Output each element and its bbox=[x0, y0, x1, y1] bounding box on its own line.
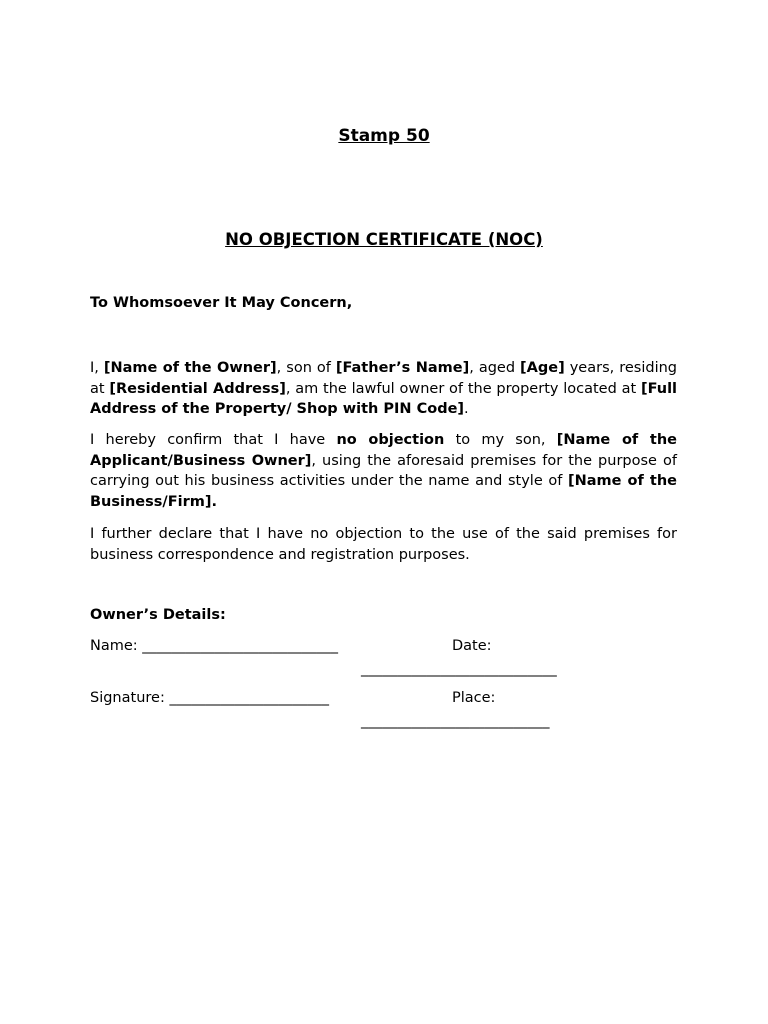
text-segment: to my son, bbox=[444, 432, 557, 448]
age-placeholder: [Age] bbox=[520, 360, 565, 376]
property-address-placeholder: [Full Address of the Property/ Shop with PIN Code] bbox=[90, 380, 678, 418]
ownership-paragraph bbox=[90, 358, 677, 420]
date-label: Date: bbox=[452, 638, 492, 654]
text-segment: , using the aforesaid premises for the purpose of carrying out his business activities under the name and style of bbox=[90, 452, 677, 490]
signature-field: Signature: ______________________ bbox=[90, 690, 329, 706]
no-objection-emphasis: no objection bbox=[336, 432, 445, 448]
salutation: To Whomsoever It May Concern, bbox=[90, 295, 353, 311]
text-segment: , am the lawful owner of the property located at bbox=[285, 380, 641, 397]
place-line: __________________________ bbox=[361, 713, 550, 729]
text-segment: , aged bbox=[469, 360, 521, 376]
text-segment: I hereby confirm that I have bbox=[90, 432, 337, 448]
document-title: NO OBJECTION CERTIFICATE (NOC) bbox=[225, 230, 543, 249]
date-line: ___________________________ bbox=[361, 661, 557, 677]
owner-details-heading: Owner’s Details: bbox=[90, 607, 226, 623]
stamp-heading: Stamp 50 bbox=[338, 126, 430, 146]
father-name-placeholder: [Father’s Name] bbox=[335, 360, 470, 376]
name-field: Name: ___________________________ bbox=[90, 638, 339, 654]
residential-address-placeholder: [Residential Address] bbox=[109, 380, 286, 397]
text-segment: . bbox=[464, 401, 469, 418]
place-label: Place: bbox=[452, 690, 496, 706]
text-segment: years, residing at bbox=[90, 360, 677, 397]
business-name-placeholder: [Name of the Business/Firm]. bbox=[90, 473, 677, 511]
text-segment: , son of bbox=[276, 360, 336, 376]
text-segment: I, bbox=[90, 360, 104, 376]
applicant-name-placeholder: [Name of the Applicant/Business Owner] bbox=[90, 432, 677, 469]
owner-name-placeholder: [Name of the Owner] bbox=[103, 360, 277, 376]
declaration-paragraph: I further declare that I have no objection to the use of the said premises for business correspondence and registration purposes. bbox=[90, 526, 677, 563]
confirmation-paragraph bbox=[90, 430, 677, 513]
